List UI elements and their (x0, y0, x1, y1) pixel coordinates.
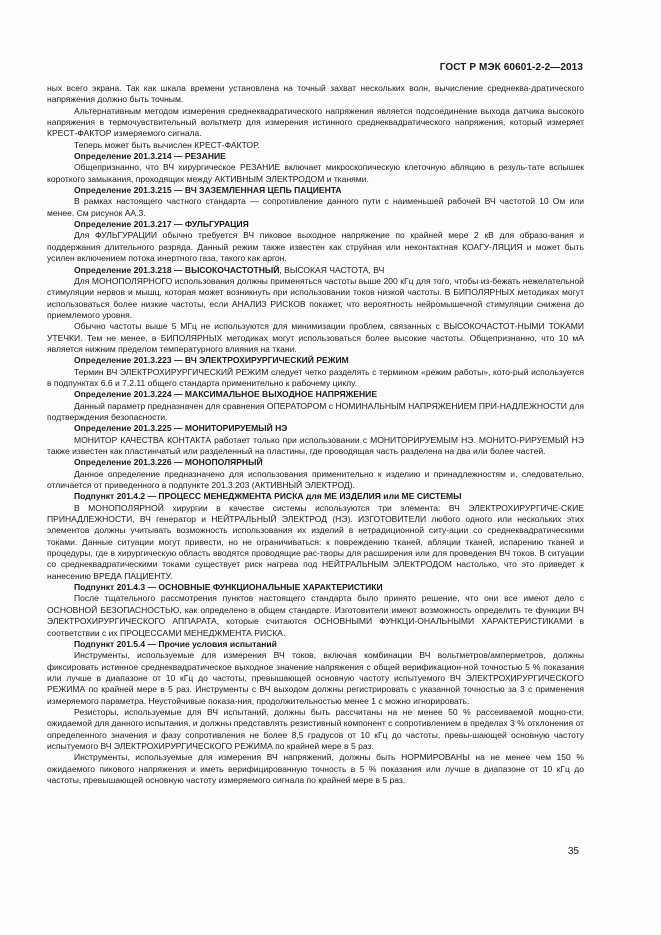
section-heading (47, 423, 584, 434)
section-heading (47, 219, 584, 230)
body-paragraph: Резисторы, используемые для ВЧ испытаний, должны быть рассчитаны на не менее 50 % рассеиваемой мощно-сти, ожидаемой для данного испытания, и должны представлять резистивный компонент с сопротивлением в пределах 3 % отклонения от определенного значения и фазу сопротивления не более 8,5 градусов от 10 кГц до частоты, превы-шающей основную частоту испытуемого ВЧ ЭЛЕКТРОХИРУРГИЧЕСКОГО РЕЖИМА по крайней мере в 5 раз. (47, 706, 584, 751)
section-heading (47, 457, 584, 468)
section-heading-text: Определение 201.3.214 — РЕЗАНИЕ (74, 151, 226, 162)
body-paragraph: Данное определение предназначено для использования применительно к изделию и принадлежностям и, следовательно, отличается от приведенного в подпункте 201.3.203 (АКТИВНЫЙ ЭЛЕКТРОД). (47, 468, 584, 491)
document-body (47, 83, 584, 786)
body-paragraph: ных всего экрана. Так как шкала времени установлена на точный захват нескольких волн, вычисление среднеква-дратического напряжения должно быть точным. (47, 83, 584, 105)
section-heading-text: Определение 201.3.223 — ВЧ ЭЛЕКТРОХИРУРГИЧЕСКИЙ РЕЖИМ (74, 355, 349, 366)
section-heading-text: Определение 201.3.218 — ВЫСОКОЧАСТОТНЫЙ (74, 264, 280, 275)
section-heading (47, 265, 584, 276)
body-paragraph: Для ФУЛЬГУРАЦИИ обычно требуется ВЧ пиковое выходное напряжение по крайней мере 2 кВ для образо-вания и поддержания длительного разряда. Данный режим также известен как струйная или неконтактная КОАГУ-ЛЯЦИЯ и может быть усилен включением потока инертного газа, такого как аргон. (47, 230, 584, 264)
body-paragraph: Термин ВЧ ЭЛЕКТРОХИРУРГИЧЕСКИЙ РЕЖИМ следует четко разделять с термином «режим работы», кото-рый используется в подпунктах 6.6 и 7.2.11 общего стандарта применительно к рабочему циклу. (47, 366, 584, 388)
body-paragraph: Для МОНОПОЛЯРНОГО использования должны применяться частоты выше 200 кГц для того, чтобы из-бежать нежелательной стимуляции нервов и мышц, которая может возникнуть при использовании токов низкой частоты. В БИПОЛЯРНЫХ методиках могут использоваться более низкие частоты, если АНАЛИЗ РИСКОВ покажет, что вероятность нейромышечной стимуляции снижена до приемлемого уровня. (47, 275, 584, 320)
section-heading (47, 185, 584, 196)
section-heading-text: Определение 201.3.215 — ВЧ ЗАЗЕМЛЕННАЯ ЦЕПЬ ПАЦИЕНТА (74, 185, 342, 196)
section-heading-text: Подпункт 201.5.4 — Прочие условия испытаний (74, 638, 277, 649)
body-paragraph: Инструменты, используемые для измерения ВЧ токов, включая комбинации ВЧ вольтметров/амперметров, должны фиксировать истинное среднеквадратическое выходное значение напряжения с общей верификацион-ной точностью 5 % показания или лучше в диапазоне от 10 кГц до частоты, превышающей основную частоту испытуемого ВЧ ЭЛЕКТРОХИРУРГИЧЕСКОГО РЕЖИМА по крайней мере в 5 раз. Инструменты с ВЧ выходом должны регистрировать с указанной точностью за 3 с применения измеряемого параметра. Неустойчивые показа-ния, продолжительностью менее 1 с можно игнорировать. (47, 650, 584, 706)
document-code-header: ГОСТ Р МЭК 60601-2-2—2013 (439, 62, 583, 73)
section-heading (47, 491, 584, 502)
section-heading-tail: , ВЫСОКАЯ ЧАСТОТА, ВЧ (279, 264, 385, 275)
section-heading-text: Подпункт 201.4.3 — ОСНОВНЫЕ ФУНКЦИОНАЛЬНЫЕ ХАРАКТЕРИСТИКИ (74, 582, 383, 593)
section-heading (47, 582, 584, 593)
body-paragraph: После тщательного рассмотрения пунктов настоящего стандарта было принято решение, что они все имеют дело с ОСНОВНОЙ БЕЗОПАСНОСТЬЮ, как определено в общем стандарте. Изготовители имеют возможность определить те функции ВЧ ЭЛЕКТРОХИРУРГИЧЕСКОГО АППАРАТА, которые считаются ОСНОВНЫМИ ФУНКЦИ-ОНАЛЬНЫМИ ХАРАКТЕРИСТИКАМИ в соответствии с их ПРОЦЕССАМИ МЕНЕДЖМЕНТА РИСКА. (47, 593, 584, 638)
section-heading (47, 355, 584, 366)
section-heading (47, 639, 584, 650)
body-paragraph: Альтернативным методом измерения среднеквадратического напряжения является подсоединение выхода датчика высокого напряжения в термочувствительный вольтметр для измерения истинного среднеквадратического напряжения, который измеряет КРЕСТ-ФАКТОР измеряемого сигнала. (47, 105, 584, 139)
section-heading-text: Определение 201.3.225 — МОНИТОРИРУЕМЫЙ НЭ (74, 423, 288, 434)
body-paragraph: Инструменты, используемые для измерения ВЧ напряжений, должны быть НОРМИРОВАНЫ на не менее чем 150 % ожидаемого пикового напряжения и иметь верифицированную точность в 5 % показания или лучше в диапазоне от 10 кГц до частоты, превышающей основную частоту измеряемого сигнала по крайней мере в 5 раз. (47, 752, 584, 785)
section-heading-text: Подпункт 201.4.2 — ПРОЦЕСС МЕНЕДЖМЕНТА РИСКА для МЕ ИЗДЕЛИЯ или МЕ СИСТЕМЫ (74, 491, 462, 502)
section-heading-text: Определение 201.3.226 — МОНОПОЛЯРНЫЙ (74, 457, 263, 468)
section-heading (47, 151, 584, 162)
section-heading (47, 389, 584, 400)
body-paragraph: Общепризнанно, что ВЧ хирургическое РЕЗАНИЕ включает микроскопическую клеточную абляцию в резуль-тате вспышек короткого замыкания, проходящих между АКТИВНЫМ ЭЛЕКТРОДОМ и тканями. (47, 162, 584, 184)
body-paragraph: В рамках настоящего частного стандарта — сопротивление данного пути с наименьшей рабочей ВЧ частотой 10 Ом или менее. См рисунок АА.3. (47, 196, 584, 218)
body-paragraph: Теперь может быть вычислен КРЕСТ-ФАКТОР. (74, 139, 260, 150)
body-paragraph: В МОНОПОЛЯРНОЙ хирургии в качестве системы используются три элемента: ВЧ ЭЛЕКТРОХИРУРГИЧЕ-СКИЕ ПРИНАДЛЕЖНОСТИ, ВЧ генератор и НЕЙТРАЛЬНЫЙ ЭЛЕКТРОД (НЭ). ИЗГОТОВИТЕЛИ любого одного или нескольких этих элементов должны учитывать возможность использования их изделий в нетрадиционной ситу-ации со среднеквадратическими токами. Данные ситуации могут привести, но не ограничиваться: к повреждению тканей, абляции тканей, испарению тканей и процедуры, где в хирургическую область вводятся проводящие рас-творы для расширения или для проведения ВЧ токов. В ситуации со среднеквадратическими токами существует риск нагрева под НЕЙТРАЛЬНЫМ ЭЛЕКТРОДОМ настолько, что это приведет к нанесению ВРЕДА ПАЦИЕНТУ. (47, 502, 584, 581)
body-paragraph: МОНИТОР КАЧЕСТВА КОНТАКТА работает только при использовании с МОНИТОРИРУЕМЫМ НЭ. МОНИТО-РИРУЕМЫЙ НЭ также известен как пластинчатый или разделенный на пластины, где проводящая часть разделена на два или более частей. (47, 434, 584, 456)
section-heading-text: Определение 201.3.224 — МАКСИМАЛЬНОЕ ВЫХОДНОЕ НАПРЯЖЕНИЕ (74, 389, 378, 400)
body-paragraph: Обычно частоты выше 5 МГц не используются для минимизации проблем, связанных с ВЫСОКОЧАСТОТ-НЫМИ ТОКАМИ УТЕЧКИ. Тем не менее, в БИПОЛЯРНЫХ методиках могут использоваться более высокие частоты. Общепризнанно, что 10 мА является нижним пределом температурного влияния на ткани. (47, 321, 584, 354)
page-number: 35 (567, 846, 579, 857)
body-paragraph: Данный параметр предназначен для сравнения ОПЕРАТОРОМ с НОМИНАЛЬНЫМ НАПРЯЖЕНИЕМ ПРИ-НАДЛЕЖНОСТИ для подтверждения безопасности. (47, 400, 584, 422)
section-heading-text: Определение 201.3.217 — ФУЛЬГУРАЦИЯ (74, 219, 249, 230)
